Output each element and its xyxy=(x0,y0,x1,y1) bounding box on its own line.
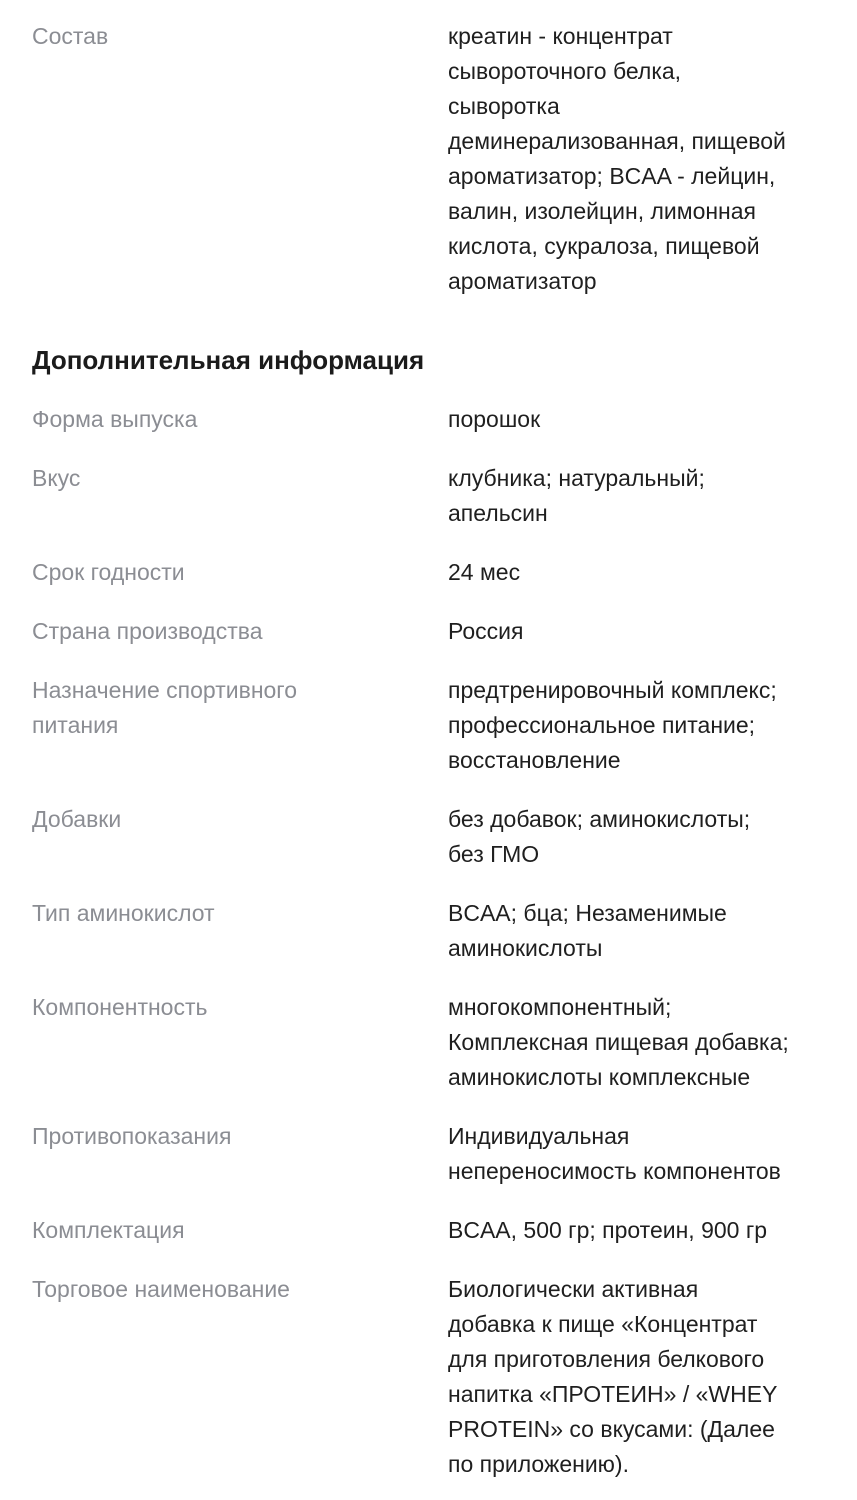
section-title: Дополнительная информация xyxy=(32,345,425,375)
characteristic-row-country xyxy=(32,614,827,649)
characteristic-label: Срок годности xyxy=(32,559,185,585)
characteristic-value: Биологически активная добавка к пище «Концентрат для приготовления белкового напитка «ПРОТЕИН» / «WHEY PROTEIN» со вкусами: (Далее по приложению). xyxy=(448,1276,778,1477)
characteristic-label: Добавки xyxy=(32,806,122,832)
characteristic-label: Вкус xyxy=(32,465,81,491)
characteristic-row-purpose xyxy=(32,673,827,778)
characteristic-value: порошок xyxy=(448,406,541,432)
characteristic-row-composition xyxy=(32,0,827,299)
characteristic-value: без добавок; аминокислоты; без ГМО xyxy=(448,806,751,867)
characteristic-value: предтренировочный комплекс; профессиональное питание; восстановление xyxy=(448,677,777,773)
characteristic-value: Россия xyxy=(448,618,524,644)
characteristic-label: Компонентность xyxy=(32,994,208,1020)
characteristic-row-shelf-life xyxy=(32,555,827,590)
characteristic-label: Противопоказания xyxy=(32,1123,232,1149)
characteristic-label: Комплектация xyxy=(32,1217,185,1243)
characteristic-value: креатин - концентрат сывороточного белка, сыворотка деминерализованная, пищевой ароматизатор; BCAA - лейцин, валин, изолейцин, лимонная кислота, сукралоза, пищевой ароматизатор xyxy=(448,23,786,294)
characteristic-label: Страна производства xyxy=(32,618,263,644)
characteristic-label: Назначение спортивного питания xyxy=(32,677,297,738)
characteristic-row-trade-name xyxy=(32,1272,827,1482)
characteristic-row-components xyxy=(32,990,827,1095)
characteristic-row-package-contents xyxy=(32,1213,827,1248)
characteristic-label: Форма выпуска xyxy=(32,406,198,432)
characteristic-label: Состав xyxy=(32,23,109,49)
characteristic-row-flavor xyxy=(32,461,827,531)
characteristic-value: клубника; натуральный; апельсин xyxy=(448,465,705,526)
characteristic-label: Торговое наименование xyxy=(32,1276,290,1302)
characteristic-value: 24 мес xyxy=(448,559,521,585)
characteristic-value: Индивидуальная непереносимость компонентов xyxy=(448,1123,781,1184)
characteristic-label: Тип аминокислот xyxy=(32,900,215,926)
characteristic-value: BCAA, 500 гр; протеин, 900 гр xyxy=(448,1217,768,1243)
characteristic-row-contraindications xyxy=(32,1119,827,1189)
characteristic-row-release-form xyxy=(32,402,827,437)
characteristic-value: многокомпонентный; Комплексная пищевая добавка; аминокислоты комплексные xyxy=(448,994,789,1090)
characteristic-value: BCAA; бца; Незаменимые аминокислоты xyxy=(448,900,727,961)
characteristic-row-amino-type xyxy=(32,896,827,966)
characteristic-row-additives xyxy=(32,802,827,872)
